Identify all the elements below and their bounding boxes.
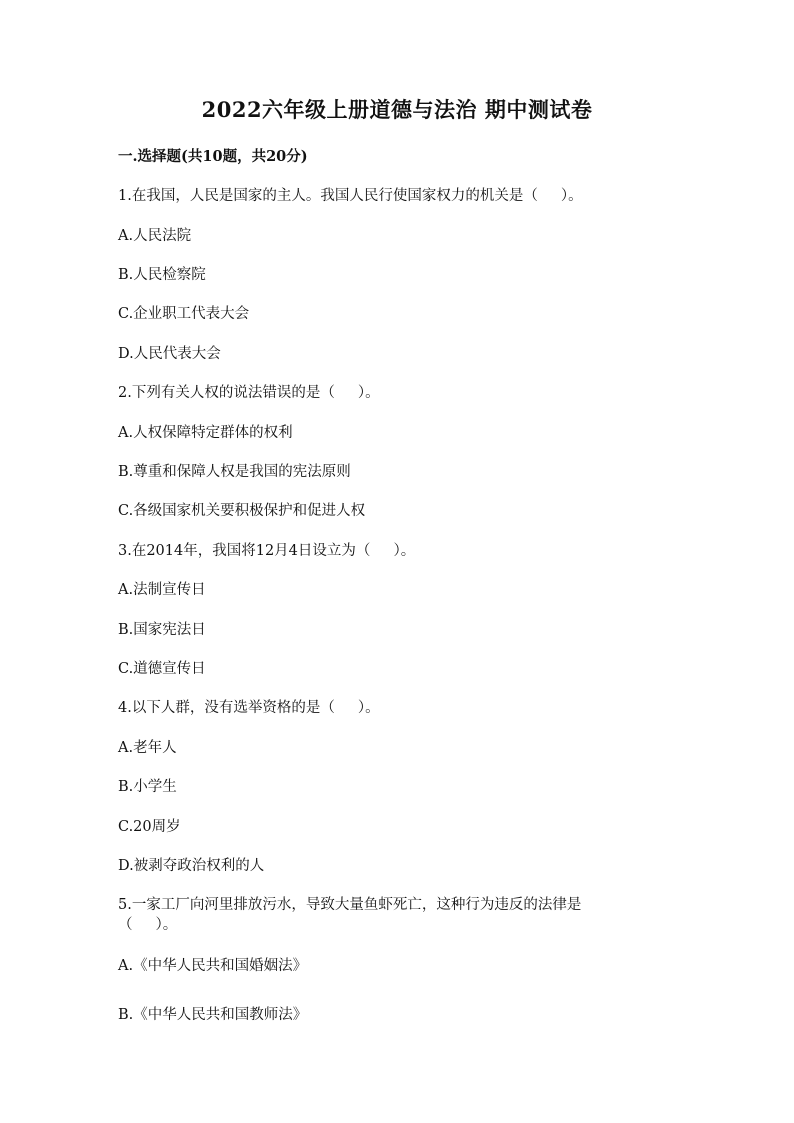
question-4-option-c: C.20周岁 xyxy=(118,819,181,835)
question-3-option-b: B.国家宪法日 xyxy=(118,622,206,638)
question-2-option-b: B.尊重和保障人权是我国的宪法原则 xyxy=(118,464,351,480)
question-3-option-a: A.法制宣传日 xyxy=(118,582,206,598)
question-1-option-d: D.人民代表大会 xyxy=(118,346,221,362)
question-4-option-d: D.被剥夺政治权利的人 xyxy=(118,858,265,874)
question-4-option-a: A.老年人 xyxy=(118,740,177,756)
question-4-option-b: B.小学生 xyxy=(118,779,177,795)
question-5-option-a: A.《中华人民共和国婚姻法》 xyxy=(118,958,308,974)
page-title: 2022六年级上册道德与法治 期中测试卷 xyxy=(201,97,593,122)
question-5-stem: 5.一家工厂向河里排放污水，导致大量鱼虾死亡，这种行为违反的法律是 xyxy=(118,897,582,913)
question-1-option-c: C.企业职工代表大会 xyxy=(118,306,250,322)
question-5-stem-continued: （ ）。 xyxy=(118,917,178,933)
question-1-option-a: A.人民法院 xyxy=(118,228,192,244)
question-3-stem: 3.在2014年，我国将12月4日设立为（ ）。 xyxy=(118,543,416,559)
question-2-option-c: C.各级国家机关要积极保护和促进人权 xyxy=(118,503,366,519)
question-2-stem: 2.下列有关人权的说法错误的是（ ）。 xyxy=(118,385,380,401)
question-4-stem: 4.以下人群，没有选举资格的是（ ）。 xyxy=(118,700,380,716)
question-5-option-b: B.《中华人民共和国教师法》 xyxy=(118,1007,308,1023)
question-3-option-c: C.道德宣传日 xyxy=(118,661,206,677)
question-1-option-b: B.人民检察院 xyxy=(118,267,206,283)
question-2-option-a: A.人权保障特定群体的权利 xyxy=(118,425,293,441)
question-1-stem: 1.在我国，人民是国家的主人。我国人民行使国家权力的机关是（ ）。 xyxy=(118,188,583,204)
section-heading: 一.选择题(共10题，共20分) xyxy=(118,148,308,165)
